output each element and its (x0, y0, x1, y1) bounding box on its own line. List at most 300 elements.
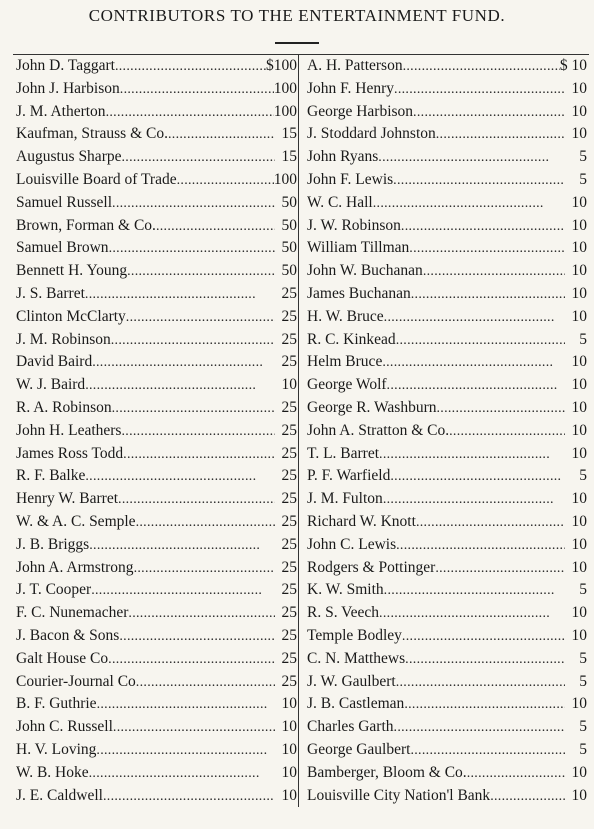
table-row (13, 215, 589, 238)
contribution-amount: $ 10 (559, 57, 587, 74)
dot-leader (379, 602, 565, 625)
contributor-name: Temple Bodley (307, 626, 402, 644)
table-row (13, 260, 589, 283)
contributor-name: George Gaulbert (307, 740, 411, 758)
contribution-amount: 10 (571, 421, 587, 439)
table-row (13, 306, 589, 329)
right-entry (301, 78, 589, 101)
contributor-name: J. M. Atherton (16, 102, 106, 120)
contributor-name: Louisville Board of Trade (16, 170, 177, 188)
right-entry (301, 55, 589, 78)
left-entry (13, 237, 301, 260)
dot-leader (85, 374, 275, 397)
table-row (13, 169, 589, 192)
contribution-amount: 10 (571, 307, 587, 325)
contribution-amount: 5 (579, 330, 587, 348)
table-row (13, 237, 589, 260)
contributor-name: Bennett H. Young (16, 262, 128, 280)
table-row (13, 465, 589, 488)
dot-leader (467, 762, 565, 785)
contributor-name: J. Bacon & Sons (16, 626, 120, 644)
dot-leader (113, 716, 275, 739)
contribution-amount: 50 (281, 216, 297, 234)
dot-leader (382, 351, 565, 374)
contributor-name: Augustus Sharpe (16, 148, 122, 166)
contribution-amount: 25 (281, 535, 297, 553)
left-entry (13, 123, 301, 146)
dot-leader (411, 283, 565, 306)
dot-leader (396, 671, 565, 694)
contribution-amount: 10 (571, 535, 587, 553)
right-entry (301, 465, 589, 488)
contributor-name: J. W. Robinson (307, 216, 401, 234)
contributor-name: H. V. Loving (16, 740, 97, 758)
contributor-name: William Tillman (307, 239, 410, 257)
contributor-name: J. M. Robinson (16, 330, 111, 348)
left-entry (13, 101, 301, 124)
dot-leader (436, 123, 565, 146)
contributor-name: Brown, Forman & Co. (16, 216, 156, 234)
right-entry (301, 374, 589, 397)
contributor-name: W. C. Hall (307, 193, 373, 211)
contributor-name: John W. Buchanan (307, 262, 423, 280)
dot-leader (413, 101, 565, 124)
table-row (13, 716, 589, 739)
dot-leader (423, 260, 565, 283)
right-entry (301, 671, 589, 694)
table-row (13, 78, 589, 101)
contribution-amount: 10 (571, 626, 587, 644)
right-entry (301, 215, 589, 238)
table-row (13, 351, 589, 374)
contribution-amount: 10 (571, 512, 587, 530)
table-row (13, 443, 589, 466)
table-row (13, 557, 589, 580)
dot-leader (85, 465, 275, 488)
contribution-amount: 10 (571, 193, 587, 211)
contribution-amount: $100 (266, 57, 297, 74)
left-entry (13, 693, 301, 716)
dot-leader (490, 785, 565, 808)
right-entry (301, 283, 589, 306)
contributor-name: C. N. Matthews (307, 649, 406, 667)
contribution-amount: 10 (281, 718, 297, 736)
left-entry (13, 762, 301, 785)
contributor-name: Bamberger, Bloom & Co. (307, 763, 467, 781)
dot-leader (127, 260, 275, 283)
right-entry (301, 351, 589, 374)
contributor-name: F. C. Nunemacher (16, 604, 129, 622)
dot-leader (85, 283, 275, 306)
contributor-name: A. H. Patterson (307, 57, 403, 74)
contributor-name: W. B. Hoke (16, 763, 89, 781)
contributor-name: R. C. Kinkead (307, 330, 396, 348)
table-row (13, 192, 589, 215)
dot-leader (435, 557, 565, 580)
left-entry (13, 671, 301, 694)
right-entry (301, 739, 589, 762)
contribution-amount: 50 (281, 239, 297, 257)
dot-leader (128, 602, 275, 625)
table-row (13, 488, 589, 511)
contributor-name: John A. Armstrong (16, 558, 134, 576)
contributor-name: R. S. Veech (307, 604, 380, 622)
dot-leader (121, 146, 275, 169)
contributor-name: Rodgers & Pottinger (307, 558, 436, 576)
contributor-name: Charles Garth (307, 718, 394, 736)
contributors-table (13, 54, 589, 807)
dot-leader (118, 488, 275, 511)
dot-leader (119, 625, 275, 648)
dot-leader (383, 488, 565, 511)
table-row (13, 374, 589, 397)
contribution-amount: 10 (571, 125, 587, 143)
left-entry (13, 443, 301, 466)
contribution-amount: 5 (579, 467, 587, 485)
contribution-amount: 5 (579, 740, 587, 758)
contributor-name: P. F. Warfield (307, 467, 391, 485)
table-row (13, 693, 589, 716)
contributor-name: Clinton McClarty (16, 307, 126, 325)
contributor-name: J. B. Briggs (16, 535, 90, 553)
contributor-name: J. T. Cooper (16, 581, 92, 599)
contribution-amount: 10 (571, 284, 587, 302)
right-entry (301, 101, 589, 124)
contributor-name: Henry W. Barret (16, 490, 119, 508)
dot-leader (390, 465, 565, 488)
left-entry (13, 785, 301, 808)
contribution-amount: 5 (579, 170, 587, 188)
left-entry (13, 55, 301, 78)
contributor-name: J. M. Fulton (307, 490, 383, 508)
contributor-name: John A. Stratton & Co. (307, 421, 450, 439)
contribution-amount: 10 (571, 604, 587, 622)
contribution-amount: 10 (571, 376, 587, 394)
dot-leader (410, 739, 565, 762)
contribution-amount: 50 (281, 193, 297, 211)
contributor-name: George Wolf (307, 376, 387, 394)
left-entry (13, 557, 301, 580)
contributor-name: Galt House Co (16, 649, 109, 667)
dot-leader (91, 579, 275, 602)
left-entry (13, 260, 301, 283)
right-entry (301, 534, 589, 557)
contribution-amount: 100 (273, 79, 297, 97)
table-row (13, 785, 589, 808)
table-row (13, 283, 589, 306)
contribution-amount: 25 (281, 490, 297, 508)
contribution-amount: 10 (571, 398, 587, 416)
table-row (13, 625, 589, 648)
right-entry (301, 488, 589, 511)
contribution-amount: 50 (281, 262, 297, 280)
right-entry (301, 716, 589, 739)
table-row (13, 671, 589, 694)
dot-leader (89, 762, 275, 785)
contributor-name: H. W. Bruce (307, 307, 384, 325)
left-entry (13, 465, 301, 488)
contributor-name: Louisville City Nation'l Bank (307, 786, 491, 804)
contributor-name: W. & A. C. Semple (16, 512, 136, 530)
contribution-amount: 25 (281, 558, 297, 576)
dot-leader (106, 101, 274, 124)
right-entry (301, 146, 589, 169)
contributor-name: Helm Bruce (307, 353, 383, 371)
left-entry (13, 397, 301, 420)
left-entry (13, 146, 301, 169)
left-entry (13, 420, 301, 443)
contribution-amount: 25 (281, 444, 297, 462)
left-entry (13, 306, 301, 329)
column-separator (298, 55, 299, 807)
contribution-amount: 10 (571, 786, 587, 804)
left-entry (13, 192, 301, 215)
contribution-amount: 25 (281, 330, 297, 348)
left-entry (13, 648, 301, 671)
contributor-name: Kaufman, Strauss & Co. (16, 125, 168, 143)
contributor-name: John C. Russell (16, 718, 113, 736)
contribution-amount: 10 (571, 695, 587, 713)
table-row (13, 762, 589, 785)
contribution-amount: 15 (281, 125, 297, 143)
dot-leader (123, 443, 275, 466)
table-row (13, 329, 589, 352)
dot-leader (89, 534, 275, 557)
contribution-amount: 10 (571, 239, 587, 257)
dot-leader (373, 192, 565, 215)
contributor-name: John H. Leathers (16, 421, 122, 439)
contribution-amount: 10 (281, 763, 297, 781)
left-entry (13, 716, 301, 739)
contributor-name: John Ryans (307, 148, 379, 166)
contribution-amount: 10 (281, 695, 297, 713)
left-entry (13, 579, 301, 602)
dot-leader (177, 169, 274, 192)
dot-leader (449, 420, 565, 443)
contribution-amount: 100 (273, 102, 297, 120)
contribution-amount: 25 (281, 581, 297, 599)
contribution-amount: 25 (281, 672, 297, 690)
left-entry (13, 488, 301, 511)
left-entry (13, 283, 301, 306)
dot-leader (384, 579, 565, 602)
dot-leader (384, 306, 565, 329)
contribution-amount: 10 (571, 353, 587, 371)
contribution-amount: 10 (281, 740, 297, 758)
right-entry (301, 785, 589, 808)
right-entry (301, 557, 589, 580)
contribution-amount: 5 (579, 649, 587, 667)
table-row (13, 123, 589, 146)
right-entry (301, 762, 589, 785)
contribution-amount: 5 (579, 581, 587, 599)
contributor-name: J. E. Caldwell (16, 786, 103, 804)
left-entry (13, 739, 301, 762)
dot-leader (404, 693, 565, 716)
dot-leader (405, 648, 565, 671)
dot-leader (378, 146, 565, 169)
contributor-name: R. F. Balke (16, 467, 86, 485)
contribution-amount: 10 (571, 558, 587, 576)
contributor-name: Samuel Brown (16, 239, 109, 257)
contribution-amount: 25 (281, 421, 297, 439)
right-entry (301, 625, 589, 648)
right-entry (301, 602, 589, 625)
table-row (13, 739, 589, 762)
contribution-amount: 25 (281, 512, 297, 530)
contributor-name: J. S. Barret (16, 284, 85, 302)
contribution-amount: 25 (281, 353, 297, 371)
contributor-name: James Ross Todd (16, 444, 124, 462)
dot-leader (108, 648, 275, 671)
left-entry (13, 602, 301, 625)
dot-leader (409, 237, 565, 260)
dot-leader (379, 443, 565, 466)
left-entry (13, 78, 301, 101)
dot-leader (97, 693, 275, 716)
left-entry (13, 374, 301, 397)
contributor-name: Courier-Journal Co (16, 672, 136, 690)
right-entry (301, 260, 589, 283)
contribution-amount: 25 (281, 284, 297, 302)
right-entry (301, 123, 589, 146)
dot-leader (394, 716, 565, 739)
dot-leader (156, 215, 275, 238)
dot-leader (111, 329, 275, 352)
contributor-name: John F. Lewis (307, 170, 394, 188)
dot-leader (168, 123, 275, 146)
contribution-amount: 15 (281, 148, 297, 166)
contributor-name: John J. Harbison (16, 79, 120, 97)
left-entry (13, 625, 301, 648)
dot-leader (96, 739, 275, 762)
right-entry (301, 192, 589, 215)
right-entry (301, 169, 589, 192)
contribution-amount: 10 (571, 490, 587, 508)
contributor-name: B. F. Guthrie (16, 695, 97, 713)
dot-leader (121, 420, 275, 443)
contribution-amount: 100 (273, 170, 297, 188)
dot-leader (394, 78, 565, 101)
contribution-amount: 10 (571, 763, 587, 781)
dot-leader (401, 215, 565, 238)
contribution-amount: 10 (571, 79, 587, 97)
right-entry (301, 579, 589, 602)
dot-leader (120, 78, 274, 101)
left-entry (13, 329, 301, 352)
table-row (13, 146, 589, 169)
contribution-amount: 25 (281, 626, 297, 644)
contributor-name: John C. Lewis (307, 535, 397, 553)
dot-leader (115, 55, 266, 78)
right-entry (301, 443, 589, 466)
dot-leader (112, 397, 275, 420)
table-row (13, 55, 589, 78)
dot-leader (436, 397, 565, 420)
title-rule (275, 42, 319, 44)
dot-leader (393, 169, 565, 192)
contributor-name: David Baird (16, 353, 93, 371)
dot-leader (396, 534, 565, 557)
contribution-amount: 25 (281, 467, 297, 485)
table-row (13, 420, 589, 443)
contributor-name: R. A. Robinson (16, 398, 112, 416)
contribution-amount: 25 (281, 604, 297, 622)
dot-leader (92, 351, 275, 374)
table-row (13, 579, 589, 602)
contributor-name: John D. Taggart (16, 57, 115, 74)
contribution-amount: 10 (571, 444, 587, 462)
contribution-amount: 10 (281, 376, 297, 394)
contributor-name: Richard W. Knott (307, 512, 416, 530)
dot-leader (103, 785, 275, 808)
right-entry (301, 693, 589, 716)
dot-leader (403, 55, 560, 78)
contributor-name: J. B. Castleman (307, 695, 405, 713)
left-entry (13, 215, 301, 238)
dot-leader (416, 511, 565, 534)
contributor-name: Samuel Russell (16, 193, 113, 211)
dot-leader (126, 306, 275, 329)
table-row (13, 397, 589, 420)
contribution-amount: 10 (281, 786, 297, 804)
dot-leader (134, 557, 275, 580)
table-row (13, 511, 589, 534)
right-entry (301, 511, 589, 534)
left-entry (13, 534, 301, 557)
dot-leader (402, 625, 565, 648)
contribution-amount: 10 (571, 262, 587, 280)
right-entry (301, 329, 589, 352)
table-row (13, 602, 589, 625)
contributor-name: T. L. Barret (307, 444, 380, 462)
dot-leader (109, 237, 275, 260)
contribution-amount: 25 (281, 307, 297, 325)
dot-leader (112, 192, 275, 215)
contribution-amount: 10 (571, 102, 587, 120)
table-row (13, 534, 589, 557)
contribution-amount: 25 (281, 398, 297, 416)
contribution-amount: 25 (281, 649, 297, 667)
dot-leader (387, 374, 565, 397)
contributor-name: James Buchanan (307, 284, 411, 302)
page-title: CONTRIBUTORS TO THE ENTERTAINMENT FUND. (88, 6, 506, 25)
contribution-amount: 5 (579, 672, 587, 690)
contributor-name: J. Stoddard Johnston (307, 125, 436, 143)
right-entry (301, 237, 589, 260)
right-entry (301, 397, 589, 420)
contributor-name: George Harbison (307, 102, 414, 120)
table-row (13, 101, 589, 124)
right-entry (301, 306, 589, 329)
right-entry (301, 420, 589, 443)
contributor-name: J. W. Gaulbert (307, 672, 396, 690)
contribution-amount: 5 (579, 148, 587, 166)
dot-leader (136, 671, 275, 694)
left-entry (13, 169, 301, 192)
right-entry (301, 648, 589, 671)
contributor-name: John F. Henry (307, 79, 395, 97)
dot-leader (136, 511, 275, 534)
left-entry (13, 511, 301, 534)
table-row (13, 648, 589, 671)
contribution-amount: 5 (579, 718, 587, 736)
contributor-name: George R. Washburn (307, 398, 437, 416)
contributor-name: W. J. Baird (16, 376, 86, 394)
left-entry (13, 351, 301, 374)
contributor-name: K. W. Smith (307, 581, 384, 599)
dot-leader (396, 329, 565, 352)
